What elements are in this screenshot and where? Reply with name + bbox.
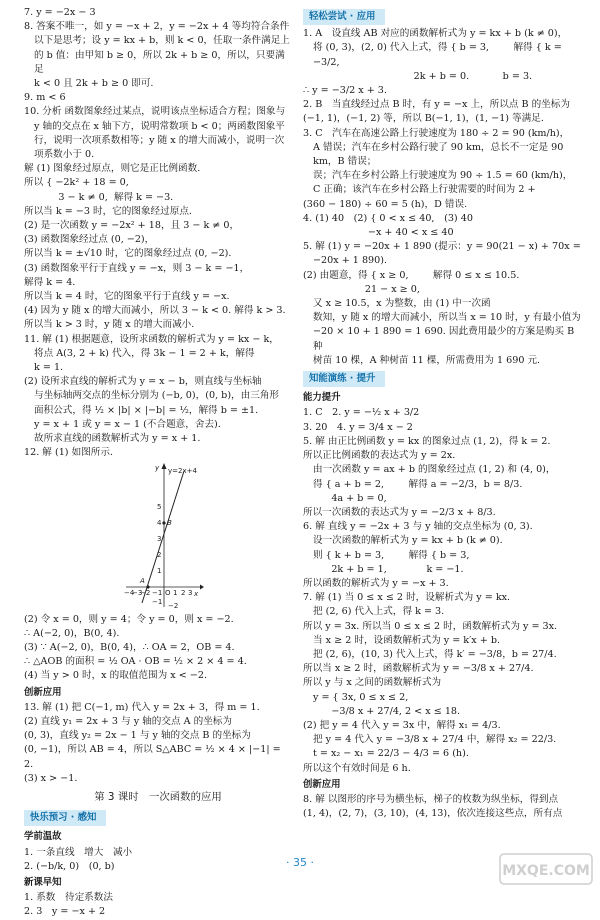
- answer-line: 1. A 设直线 AB 对应的函数解析式为 y = kx + b (k ≠ 0)，: [303, 28, 568, 40]
- answer-line: 21 − x ≥ 0,: [313, 283, 420, 295]
- answer-line: 所以一次函数的表达式为 y = −2/3 x + 8/3.: [303, 506, 496, 518]
- tick-y-4: 2: [157, 550, 162, 559]
- answer-line: 4a + b = 0,: [313, 492, 387, 504]
- answer-line: 行，说明一次项系数相等；y 随 x 的增大而减小，说明一次: [34, 134, 285, 146]
- answer-line: A 错误；汽车在乡村公路行驶了 90 km，总长不一定是 90 km，B 错误；: [313, 141, 567, 168]
- answer-line: 面积公式，得 ½ × |b| × |−b| = ½，解得 b = ±1.: [34, 404, 259, 416]
- answer-line: (3) ∵ A(−2, 0)，B(0, 4)，∴ OA = 2，OB = 4.: [24, 641, 235, 653]
- answer-line: (−1, 1)，(−1, 2) 等，所以 B(−1, 1)，(1, −1) 等满足.: [303, 113, 544, 125]
- answer-line: 得 { a + b = 2, 解得 a = −2/3，b = 8/3.: [313, 478, 523, 490]
- tick-y-1: 5: [157, 502, 162, 511]
- tick-y-5: 1: [157, 566, 162, 575]
- answer-line: 3. 20 4. y = 3/4 x − 2: [303, 421, 413, 433]
- answer-line: 3. C 汽车在高速公路上行驶速度为 180 ÷ 2 = 90 (km/h)，: [303, 127, 570, 139]
- answer-line: 所以 y 与 x 之间的函数解析式为: [303, 677, 442, 689]
- tick-x-7: 3: [188, 588, 193, 597]
- answer-line: 所以 { −2k² + 18 = 0,: [24, 177, 129, 189]
- answer-line: 将 (0, 3)，(2, 0) 代入上式，得 { b = 3, 解得 { k = −3/2,: [313, 42, 565, 68]
- answer-line: 所以当 x ≥ 2 时，函数解析式为 y = −3/8 x + 27/4.: [303, 663, 534, 675]
- answer-line: 以下是思考；设 y = kx + b，则 k < 0，任取一条件满足上: [34, 35, 290, 47]
- answer-line: 7. 解 (1) 当 0 ≤ x ≤ 2 时，设解析式为 y = kx.: [303, 592, 511, 604]
- ability-answers: [303, 406, 581, 775]
- answer-line: 误；汽车在乡村公路上行驶速度为 90 ÷ 1.5 = 60 (km/h)，: [313, 170, 573, 182]
- answer-line: 8. 解 以图形的序号为横坐标，梯子的枚数为纵坐标，得到点: [303, 793, 559, 805]
- graph-y-2x-plus-4: [124, 463, 204, 609]
- answer-line: 所以 y = 3x. 所以当 0 ≤ x ≤ 2 时，函数解析式为 y = 3x.: [303, 620, 558, 632]
- tick-x-6: 2: [181, 588, 186, 597]
- answer-line: (3) 函数图象平行于直线 y = −x，则 3 − k = −1，: [24, 262, 250, 274]
- answer-line: 4. (1) 40 (2) { 0 < x ≤ 40, (3) 40: [303, 212, 473, 224]
- function-graph: [24, 463, 292, 611]
- answer-line: (4) 当 y > 0 时，x 的取值范围为 x < −2.: [24, 670, 207, 682]
- answer-line: k < 0 且 2k + b ≥ 0 即可.: [34, 78, 154, 90]
- answer-line: k = 1.: [34, 362, 64, 374]
- answer-line: 2. B 当直线经过点 B 时，有 y = −x 上，所以点 B 的坐标为: [303, 99, 570, 111]
- section-band-preview: 快乐预习 · 感知: [24, 810, 106, 826]
- answer-line: 的 b 值：由甲知 b ≥ 0，所以 2k + b ≥ 0，所以，只要满足: [34, 49, 285, 75]
- answer-line: −20 × 10 + 1 890 = 1 690. 因此费用最少的方案是购买 B 种: [313, 326, 578, 352]
- answer-line: 所以当 k = 4 时，它的图象平行于直线 y = −x.: [24, 291, 230, 303]
- answer-line: 11. 解 (1) 根据题意，设所求函数的解析式为 y = kx − k，: [24, 333, 279, 345]
- answer-line: y 轴的交点在 x 轴下方，说明常数项 b < 0；两函数图象平: [34, 120, 285, 132]
- answer-line: y = x + 1 或 y = x − 1 (不合题意，舍去).: [34, 418, 221, 430]
- label-x: x: [194, 589, 199, 598]
- answer-line: 所以正比例函数的表达式为 y = 2x.: [303, 450, 456, 462]
- answer-line: 由一次函数 y = ax + b 的图象经过点 (1, 2) 和 (4, 0)，: [313, 464, 556, 476]
- answer-line: 2k + b = 1, k = −1.: [313, 563, 464, 575]
- answer-line: 5. 解 (1) y = −20x + 1 890 (提示：y = 90(21 − x) + 70x =: [303, 241, 581, 253]
- answer-line: 3 − k ≠ 0, 解得 k = −3.: [34, 191, 174, 203]
- answer-line: (2) 设所求直线的解析式为 y = x − b，则直线与坐标轴: [24, 376, 262, 388]
- answer-line: (0, −1)，所以 AB = 4，所以 S△ABC = ½ × 4 × |−1| = 2.: [24, 744, 284, 770]
- answer-line: ∴ △AOB 的面积 = ½ OA · OB = ½ × 2 × 4 = 4.: [24, 656, 247, 668]
- answer-line: 2k + b = 0. b = 3.: [313, 70, 533, 82]
- answer-line: 故所求直线的函数解析式为 y = x + 1.: [34, 433, 201, 445]
- tick-y-6: −1: [152, 597, 163, 606]
- answer-line: y = { 3x, 0 ≤ x ≤ 2,: [313, 691, 409, 703]
- answer-line: 所以当 k > 3 时，y 随 x 的增大而减小.: [24, 319, 195, 331]
- answer-line: 把 (2, 6) 代入上式，得 k = 3.: [313, 606, 445, 618]
- answer-line: ∴ A(−2, 0)，B(0, 4).: [24, 627, 120, 639]
- line-label: y=2x+4: [168, 466, 197, 475]
- answer-line: 当 x ≥ 2 时，设函数解析式为 y = k′x + b.: [313, 634, 501, 646]
- answer-line: (2) 令 x = 0，则 y = 4；令 y = 0，则 x = −2.: [24, 613, 234, 625]
- answer-line: (2) 直线 y₁ = 2x + 3 与 y 轴的交点 A 的坐标为: [24, 715, 232, 727]
- tick-x-2: −3: [132, 588, 143, 597]
- answer-line: 项系数小于 0.: [34, 149, 95, 161]
- answer-line: 所以函数的解析式为 y = −x + 3.: [303, 577, 449, 589]
- answer-line: 所以当 k = −3 时，它的图象经过原点.: [24, 205, 192, 217]
- label-origin: O: [165, 588, 171, 597]
- answer-line: (2) 是一次函数 y = −2x² + 18，且 3 − k ≠ 0，: [24, 220, 240, 232]
- new-lesson-heading: 新课早知: [24, 876, 62, 888]
- answer-line: 将点 A(3, 2 + k) 代入，得 3k − 1 = 2 + k，解得: [34, 347, 255, 359]
- answer-line: 数知，y 随 x 的增大而减小，所以当 x = 10 时，y 有最小值为: [313, 312, 581, 324]
- answer-line: (360 − 180) ÷ 60 = 5 (h)，D 错误.: [303, 198, 468, 210]
- answer-line: 则 { k + b = 3, 解得 { b = 3,: [313, 549, 470, 561]
- answer-line: 把 y = 4 代入 y = −3/8 x + 27/4 中，解得 x₂ = 22/3.: [313, 734, 557, 746]
- answer-line: 与坐标轴两交点的坐标分别为 (−b, 0)，(0, b)，由三角形: [34, 390, 280, 402]
- answer-line: 1. C 2. y = −½ x + 3/2: [303, 407, 420, 419]
- tick-x-4: −1: [152, 588, 163, 597]
- answer-line: 6. 解 直线 y = −2x + 3 与 y 轴的交点坐标为 (0, 3).: [303, 521, 533, 533]
- try-answers: [303, 27, 581, 368]
- innovation-heading-left: 创新应用: [24, 686, 62, 698]
- review-heading: 学前温故: [24, 831, 62, 843]
- svg-text:MXQE.COM: MXQE.COM: [502, 863, 590, 879]
- watermark-logo: [498, 852, 594, 886]
- right-column: [303, 6, 581, 821]
- answer-line: (4) 因为 y 随 x 的增大而减小，所以 3 − k < 0. 解得 k > 3.: [24, 305, 286, 317]
- x-axis-arrow-icon: [200, 584, 204, 589]
- answer-line: t = x₂ − x₁ = 22/3 − 4/3 = 6 (h).: [313, 748, 469, 760]
- innovation-heading-right: 创新应用: [303, 778, 341, 790]
- answer-line: 设一次函数的解析式为 y = kx + b (k ≠ 0).: [313, 535, 503, 547]
- left-column: [24, 6, 292, 920]
- tick-x-5: 1: [173, 588, 178, 597]
- answers-block-12-cont: [24, 613, 292, 684]
- answer-line: 又 x ≥ 10.5，x 为整数，由 (1) 中一次函: [313, 298, 491, 310]
- answer-line: 12. 解 (1) 如图所示.: [24, 447, 114, 459]
- answer-line: 2. (−b/k, 0) (0, b): [24, 860, 115, 872]
- tick-x-1: −4: [124, 588, 135, 597]
- section-band-practice: 知能演练 · 提升: [303, 371, 385, 387]
- line-y-2x-plus-4: [142, 471, 184, 603]
- answer-line: (2) 由题意，得 { x ≥ 0, 解得 0 ≤ x ≤ 10.5.: [303, 269, 520, 281]
- tick-x-3: −2: [140, 588, 151, 597]
- answer-line: 把 (2, 6)，(10, 3) 代入上式，得 k′ = −3/8，b = 27/4.: [313, 648, 557, 660]
- lesson-title: 第 3 课时 一次函数的应用: [94, 790, 222, 803]
- tick-y-7: −2: [168, 601, 179, 609]
- point-b: [162, 521, 165, 524]
- tick-y-3: 3: [157, 534, 162, 543]
- answer-line: 树苗 10 棵，A 种树苗 11 棵，所需费用为 1 690 元.: [313, 354, 541, 366]
- answers-block-13: [24, 701, 292, 786]
- answer-line: 10. 分析 函数图象经过某点，说明该点坐标适合方程；图象与: [24, 106, 286, 118]
- label-y: y: [155, 463, 160, 472]
- answer-line: −3/8 x + 27/4, 2 < x ≤ 18.: [313, 705, 461, 717]
- y-axis-arrow-icon: [162, 463, 167, 469]
- answer-line: 所以这个有效时间是 6 h.: [303, 762, 411, 774]
- new-lesson-answers: [24, 891, 292, 919]
- answer-line: (3) 函数图象经过点 (0, −2)，: [24, 234, 155, 246]
- answer-line: −x + 40 < x ≤ 40: [313, 227, 454, 239]
- answer-line: (0, 3)，直线 y₂ = 2x − 1 与 y 轴的交点 B 的坐标为: [24, 730, 251, 742]
- answer-line: ∴ y = −3/2 x + 3.: [303, 85, 387, 97]
- innovation-answers: [303, 793, 581, 821]
- answer-line: 解得 k = 4.: [24, 276, 76, 288]
- answer-line: (2) 把 y = 4 代入 y = 3x 中，解得 x₁ = 4/3.: [303, 719, 501, 731]
- answer-line: 所以当 k = ±√10 时，它的图象经过点 (0, −2).: [24, 248, 232, 260]
- ability-heading: 能力提升: [303, 392, 341, 404]
- answer-line: 1. 一条直线 增大 减小: [24, 846, 133, 858]
- answer-line: 7. y = −2x − 3: [24, 7, 96, 18]
- answer-line: 8. 答案不唯一，如 y = −x + 2，y = −2x + 4 等均符合条件: [24, 21, 290, 33]
- answer-line: 解 (1) 图象经过原点，则它是正比例函数.: [24, 163, 201, 175]
- label-b: B: [167, 518, 172, 527]
- watermark-icon: [498, 852, 594, 886]
- section-band-try: 轻松尝试 · 应用: [303, 9, 385, 25]
- answer-line: 1. 系数 待定系数法: [24, 892, 113, 904]
- answer-line: 13. 解 (1) 把 C(−1, m) 代入 y = 2x + 3，得 m = 1.: [24, 701, 260, 713]
- answer-line: C 正确；该汽车在乡村公路上行驶需要的时间为 2 +: [313, 184, 536, 196]
- answer-line: (1, 4)，(2, 7)，(3, 10)，(4, 13)，依次连接这些点，所有点: [303, 808, 563, 820]
- page-number: · 35 ·: [286, 856, 314, 869]
- answer-line: 9. m < 6: [24, 92, 66, 104]
- tick-y-2: 4: [157, 518, 162, 527]
- answer-line: 5. 解 由正比例函数 y = kx 的图象过点 (1, 2)，得 k = 2.: [303, 435, 551, 447]
- answers-block-7-12: [24, 6, 292, 461]
- answer-line: (3) x > −1.: [24, 772, 78, 784]
- answer-line: −20x + 1 890).: [313, 255, 388, 267]
- answer-line: 2. 3 y = −x + 2: [24, 906, 106, 918]
- label-a: A: [140, 576, 145, 585]
